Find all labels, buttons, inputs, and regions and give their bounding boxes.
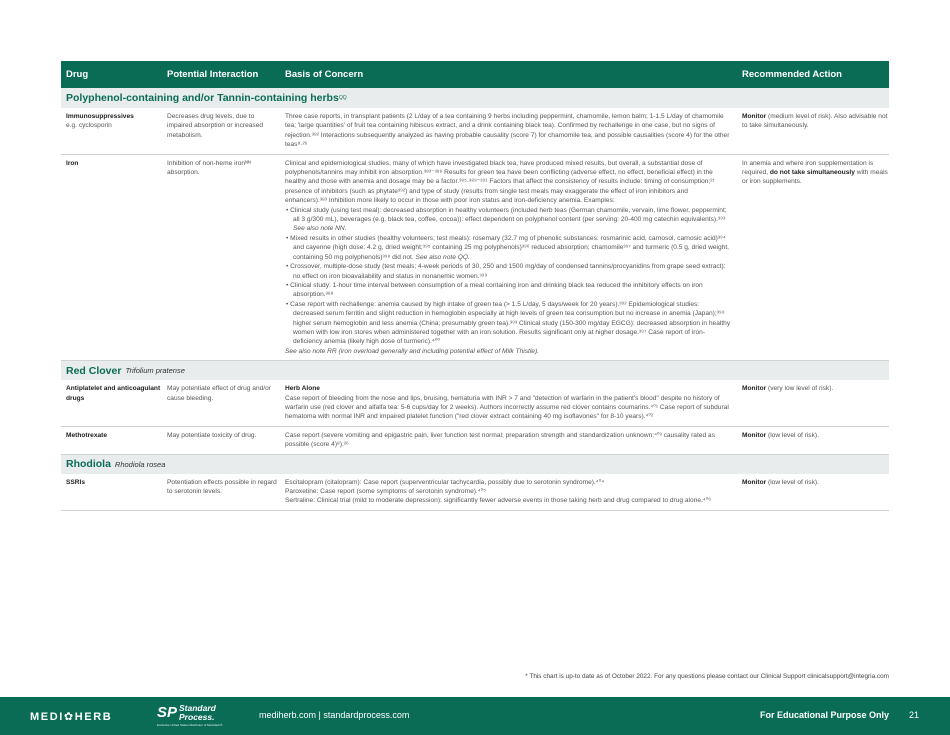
basis-of-concern: Escitalopram (citalopram): Case report (superventricular tachycardia, possibly due to serotonin syndrome).⁴⁰⁴ Paroxetine: Case report (some symptoms of serotonin syndrome).⁴⁰⁵ Sertraline: Clinical trial (mild to moderate depression): significantly fewer adverse events in those taking herb and drug compared to drug alone.⁴⁰⁶ (285, 478, 712, 505)
sp-logo-tagline: Exclusive United States Distributor of MediHerb® (157, 723, 223, 727)
action-text: (medium level of risk). Also advisable not to take simultaneously. (742, 113, 888, 130)
potential-interaction: May potentiate toxicity of drug. (167, 431, 257, 439)
drug-name: Antiplatelet and anticoagulant drugs (66, 385, 161, 402)
list-item: • Case report with rechallenge: anemia caused by high intake of green tea (> 1.5 L/day, 5 days/week for 20 years).³⁹² Epidemiological studies: decreased serum ferritin and slight reduction in hemoglobin especially at high levels of green tea consumption but no increase in anemia (Japan);³⁹³ higher serum hemoglobin and less anemia (China; presumably green tea).³⁹³ Clinical study (150-300 mg/day EGCG): decreased absorption in healthy women with low iron stores when administered together with an iron solution. Results significant only at higher dosage.³⁹⁷ Case report of iron-deficiency anemia (likely high dose of turmeric).⁴⁰⁰ (286, 300, 731, 346)
mediherb-logo: MEDI✿HERB (30, 711, 113, 723)
drug-name: Methotrexate (66, 431, 108, 439)
drug-name: Immunosuppressives (66, 113, 134, 120)
section-polyphenol (61, 88, 889, 108)
drug-name: SSRIs (66, 478, 86, 486)
basis-text: Case report of bleeding from the nose and lips, bruising, hematuria with INR > 7 and "detection of warfarin in the patient's blood" despite no history of warfarin use (red clover and alfalfa tea: 5-6 cups/day for 2 weeks). Authors incorrectly assume red clover contains coumarins.⁴⁰¹ Case report of subdural hematoma with normal INR and impaired platelet function ("red clover extract containing 40 mg isoflavones" for 8-10 years).⁴⁰² (285, 394, 729, 421)
list-item: • Mixed results in other studies (healthy volunteers; test meals): rosemary (32.7 mg of phenolic substances: rosmarinic acid, carnosol, carnosic acid)³⁹⁴ and cayenne (high dose: 4.2 g, dried weight;³⁹⁵ containing 25 mg polyphenols)³⁹⁶ reduced absorption; chamomile³⁹⁷ and turmeric (0.5 g, dried weight, containing 50 mg polyphenols)³⁹⁸ did not. See also note QQ. (286, 234, 729, 261)
section-red-clover (61, 361, 889, 380)
basis-of-concern: Three case reports, in transplant patients (2 L/day of a tea containing 9 herbs including peppermint, chamomile, lemon balm; 1-1.5 L/day of chamomile tea; 'large quantities' of fruit tea containing hibiscus extract, and a drink containing black tea). Confirmed by rechallenge in one case, but no signs of rejection.³⁸² Interactions subsequently analyzed as having probable causality (score 7) for chamomile tea, and possible causalities (score 4) for the other teas⁸·²⁶ (285, 113, 730, 149)
section-title: Polyphenol-containing and/or Tannin-containing herbs (66, 92, 339, 104)
section-title: Rhodiola (66, 458, 111, 471)
list-item: • Clinical study: 1-hour time interval between consumption of a meal containing iron and drinking black tea reduced the inhibitory effects on iron absorption.³⁸⁸ (286, 281, 703, 299)
page-footer (0, 697, 950, 735)
header-action: Recommended Action (742, 69, 842, 80)
section-latin-name: Rhodiola rosea (114, 459, 166, 469)
potential-interaction: Decreases drug levels, due to impaired absorption or increased metabolism. (167, 113, 264, 139)
table-row-ssris (61, 474, 889, 511)
potential-interaction: Inhibition of non-heme ironᴺᴺ absorption. (167, 159, 251, 177)
header-drug: Drug (66, 69, 89, 80)
section-title: Red Clover (66, 364, 122, 377)
table-row-immunosuppressives (61, 108, 889, 155)
recommended-action: In anemia and where iron supplementation is required, do not take simultaneously with meals or iron supplements. (742, 159, 888, 186)
recommended-action (737, 108, 889, 154)
list-item: • Crossover, multiple-dose study (test meals; 4-week periods of 30, 250 and 1500 mg/day of condensed tannins/procyanidins from grape seed extract): no effect on iron bioavailability and status in nonanemic women.³⁹⁹ (286, 263, 726, 280)
standard-process-logo (157, 704, 227, 730)
section-latin-name: Trifolium pratense (125, 366, 185, 376)
header-basis: Basis of Concern (285, 69, 364, 80)
basis-of-concern: Case report (severe vomiting and epigastric pain, liver function test normal; preparation strength and standardization unknown;⁴⁰³ causality rated as possible (score 4)⁸).²⁶ (285, 431, 715, 449)
action-bold: Monitor (742, 113, 767, 120)
basis-heading: Herb Alone (285, 385, 320, 393)
table-row-antiplatelet (61, 380, 889, 427)
see-also-note: See also note RR (iron overload generally and including potential effect of Milk Thistle). (285, 347, 539, 355)
basis-intro: Clinical and epidemiological studies, many of which have investigated black tea, have produced mixed results, but overall, a substantial dose of polyphenols/tannins may inhibit iron absorption.³⁸³⁻³⁸⁸ Results for green tea have been conflicting (adverse effect, no effect, beneficial effect) in the healthy and those with anemia and dosage may be a factor.³⁸⁵·³⁸⁹⁻³⁹¹ Factors that affect the consistency of results include: timing of consumption;²¹ presence of inhibitors (such as phytate³⁹²) and type of study (results from single test meals may exaggerate the effect of iron inhibitors and enhancers).³⁸³ Inhibition more likely to occur in those with poor iron status and iron-deficiency anemia. Examples: (285, 159, 715, 205)
basis-of-concern (281, 155, 737, 361)
sp-logo-mark: SP (157, 704, 178, 721)
interaction-table (61, 61, 889, 511)
footer-websites[interactable]: mediherb.com | standardprocess.com (259, 710, 410, 720)
potential-interaction: Potentiation effects possible in regard to serotonin levels. (167, 478, 277, 495)
drug-name: Iron (66, 159, 79, 167)
recommended-action: Monitor (low level of risk). (742, 478, 819, 486)
educational-notice: For Educational Purpose Only (759, 710, 889, 720)
recommended-action: Monitor (very low level of risk). (742, 385, 834, 393)
section-rhodiola (61, 455, 889, 474)
sp-logo-name: Standard Process. (179, 703, 216, 722)
footnote: * This chart is up-to date as of October 2022. For any questions please contact our Clinical Support clinicalsupport@integria.com (525, 673, 889, 680)
page-number: 21 (908, 710, 919, 720)
section-ref: QQ (338, 95, 347, 101)
basis-of-concern (281, 380, 737, 426)
list-item: • Clinical study (using test meal): decreased absorption in healthy volunteers (included herb teas (German chamomile, vervain, lime flower, peppermint; all 3 g/300 mL), beverages (e.g. black tea, coffee, cocoa)): effect dependent on polyphenol content (per serving: 20-400 mg catechin equivalents).³⁹³ See also note NN. (286, 206, 727, 233)
table-header (61, 61, 889, 88)
table-row-iron (61, 155, 889, 362)
header-interaction: Potential Interaction (167, 69, 259, 80)
recommended-action: Monitor (low level of risk). (742, 431, 819, 439)
table-row-methotrexate (61, 427, 889, 455)
potential-interaction: May potentiate effect of drug and/or cause bleeding. (167, 385, 271, 402)
drug-example: e.g. cyclosporin (66, 122, 112, 130)
